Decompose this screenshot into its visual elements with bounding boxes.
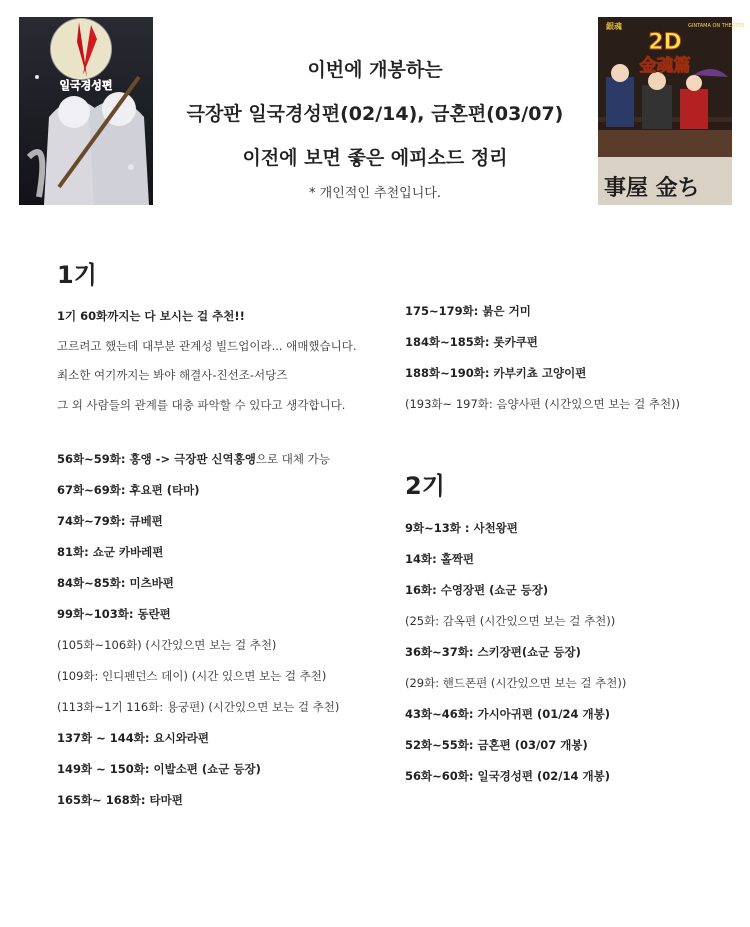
episode-row: 67화~69화: 후요편 (타마)	[57, 483, 200, 497]
header-line-1: 이번에 개봉하는	[307, 59, 443, 81]
poster-image-left	[19, 17, 153, 205]
episode-row-optional: (105화~106화) (시간있으면 보는 걸 추천)	[57, 638, 277, 652]
left-column	[57, 255, 397, 816]
episode-row: 84화~85화: 미츠바편	[57, 576, 174, 590]
episode-row-optional: (25화: 감옥편 (시간있으면 보는 걸 추천))	[405, 614, 616, 628]
header-line-3: 이전에 보면 좋은 에피소드 정리	[242, 147, 508, 169]
episode-row: 43화~46화: 가시아귀편 (01/24 개봉)	[405, 707, 610, 721]
episode-row: 14화: 홀짝편	[405, 552, 475, 566]
poster-image-right	[598, 17, 745, 205]
episode-row-optional: (109화: 인디펜던스 데이) (시간 있으면 보는 걸 추천)	[57, 669, 327, 683]
poster-right-title: 金魂篇	[639, 56, 691, 76]
season1-intro-2: 고르려고 했는데 대부분 관계성 빌드업이라... 애매했습니다.	[57, 338, 357, 353]
poster-left-title: 일국경성편	[59, 79, 113, 92]
season1-intro-1: 1기 60화까지는 다 보시는 걸 추천!!	[57, 309, 245, 323]
episode-row: 9화~13화 : 사천왕편	[405, 521, 518, 535]
episode-row: 165화~ 168화: 타마편	[57, 793, 183, 807]
episode-row: 52화~55화: 금혼편 (03/07 개봉)	[405, 738, 588, 752]
episode-row: 175~179화: 붉은 거미	[405, 304, 531, 318]
episode-row: 149화 ~ 150화: 이발소편 (쇼군 등장)	[57, 762, 261, 776]
poster-right-badge: 2D	[648, 30, 682, 55]
episode-row-optional: (193화~ 197화: 음양사편 (시간있으면 보는 걸 추천))	[405, 397, 681, 411]
episode-row: 137화 ~ 144화: 요시와라편	[57, 731, 210, 745]
episode-row: 188화~190화: 카부키쵸 고양이편	[405, 366, 587, 380]
episode-row: 56화~60화: 일국경성편 (02/14 개봉)	[405, 769, 610, 783]
episode-row-optional: (29화: 핸드폰편 (시간있으면 보는 걸 추천))	[405, 676, 627, 690]
episode-row: 74화~79화: 큐베편	[57, 514, 163, 528]
episode-row: 16화: 수영장편 (쇼군 등장)	[405, 583, 549, 597]
season2-title: 2기	[405, 472, 445, 500]
poster-right-sub: GINTAMA ON THEATER	[688, 23, 745, 29]
season1-intro-3: 최소한 여기까지는 봐야 해결사-진선조-서당즈	[57, 368, 288, 382]
episode-range: 56화~59화: 홍앵 -> 극장판 신역홍앵	[57, 452, 256, 466]
episode-note: 으로 대체 가능	[255, 452, 330, 466]
header	[160, 48, 590, 201]
episode-row: 99화~103화: 동란편	[57, 607, 171, 621]
episode-row: 81화: 쇼군 카바레편	[57, 545, 164, 559]
poster-right-sign: 事屋 金ち	[604, 175, 700, 201]
episode-row: 36화~37화: 스키장편(쇼군 등장)	[405, 645, 581, 659]
season1-title: 1기	[57, 261, 97, 289]
episode-row-optional: (113화~1기 116화: 용궁편) (시간있으면 보는 걸 추천)	[57, 700, 340, 714]
episode-row: 184화~185화: 롯카쿠편	[405, 335, 538, 349]
episode-row	[57, 444, 397, 475]
header-note: * 개인적인 추천입니다.	[309, 186, 441, 201]
season1-intro-4: 그 외 사람들의 관계를 대충 파악할 수 있다고 생각합니다.	[57, 397, 346, 412]
right-column	[405, 296, 745, 792]
header-line-2: 극장판 일국경성편(02/14), 금혼편(03/07)	[186, 103, 564, 125]
svg-text:銀魂: 銀魂	[606, 22, 622, 31]
